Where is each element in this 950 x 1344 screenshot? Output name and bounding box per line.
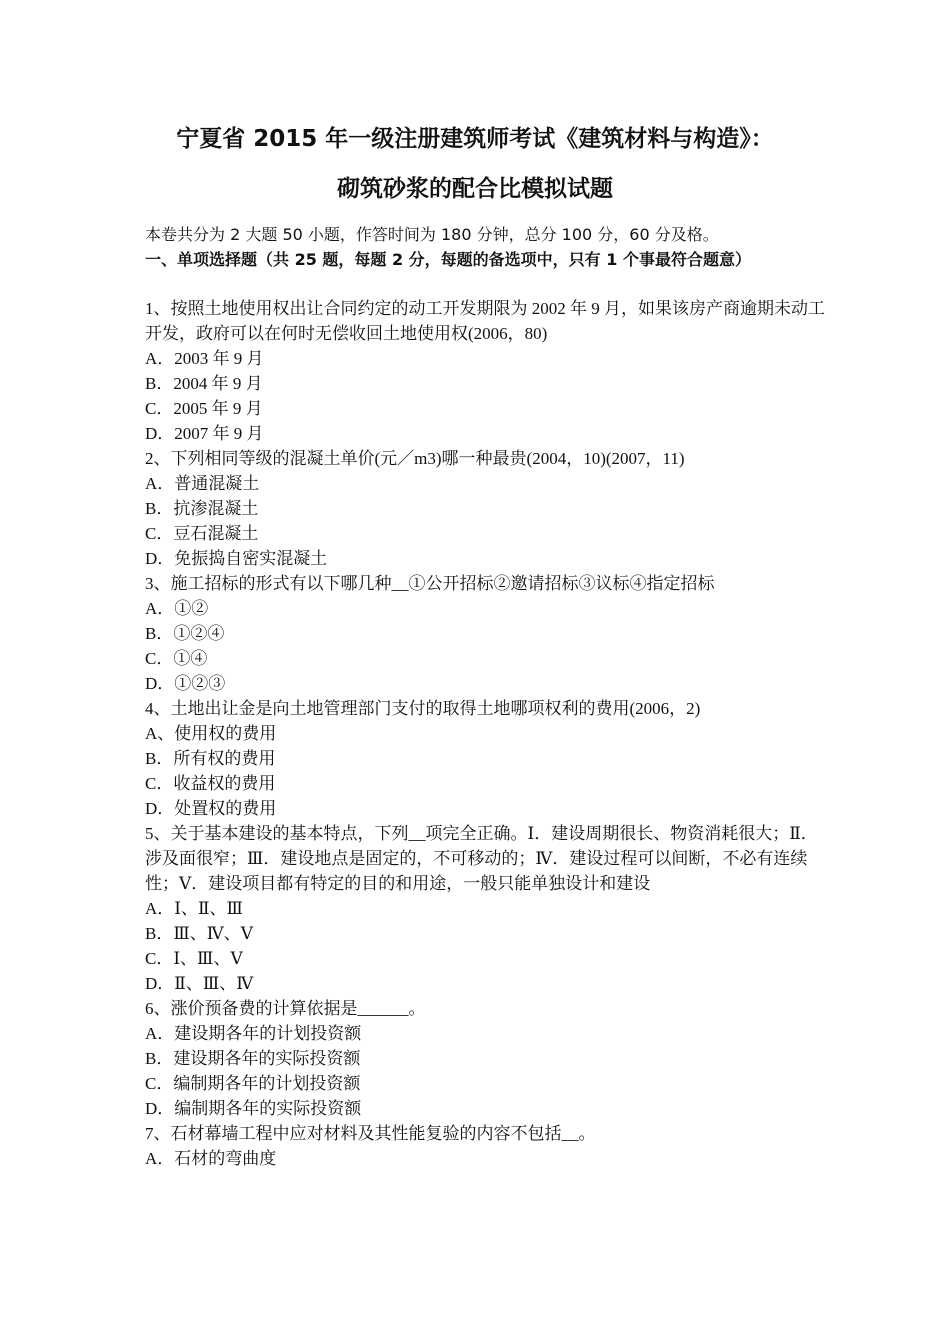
question-list xyxy=(145,296,825,1171)
question-text: 2、下列相同等级的混凝土单价(元／m3)哪一种最贵(2004，10)(2007，11) xyxy=(145,449,685,468)
option-c: C．豆石混凝土 xyxy=(145,524,259,543)
option-a: A．普通混凝土 xyxy=(145,474,260,493)
option-c: C．编制期各年的计划投资额 xyxy=(145,1074,361,1093)
question-text: 4、土地出让金是向土地管理部门支付的取得土地哪项权利的费用(2006，2) xyxy=(145,699,701,718)
exam-info: 本卷共分为 2 大题 50 小题，作答时间为 180 分钟，总分 100 分，60 分及格。 xyxy=(145,225,719,244)
option-c: C．Ⅰ、Ⅲ、Ⅴ xyxy=(145,949,243,968)
option-a: A．建设期各年的计划投资额 xyxy=(145,1024,362,1043)
option-b: B．所有权的费用 xyxy=(145,749,276,768)
question-text: 1、按照土地使用权出让合同约定的动工开发期限为 2002 年 9 月，如果该房产商逾期未动工开发，政府可以在何时无偿收回土地使用权(2006，80) xyxy=(145,299,825,343)
question-4 xyxy=(145,696,825,821)
option-c: C．2005 年 9 月 xyxy=(145,399,263,418)
option-a: A．石材的弯曲度 xyxy=(145,1149,277,1168)
question-7 xyxy=(145,1121,825,1171)
question-6 xyxy=(145,996,825,1121)
option-b: B．建设期各年的实际投资额 xyxy=(145,1049,361,1068)
question-3 xyxy=(145,571,825,696)
option-d: D．2007 年 9 月 xyxy=(145,424,264,443)
option-a: A．2003 年 9 月 xyxy=(145,349,264,368)
option-a: A、使用权的费用 xyxy=(145,724,277,743)
section-heading: 一、单项选择题（共 25 题，每题 2 分，每题的备选项中，只有 1 个事最符合题意） xyxy=(145,250,751,269)
question-text: 5、关于基本建设的基本特点，下列__项完全正确。Ⅰ．建设周期很长、物资消耗很大；Ⅱ．涉及面很窄；Ⅲ．建设地点是固定的，不可移动的；Ⅳ．建设过程可以间断，不必有连续性；Ⅴ．建设项目都有特定的目的和用途，一般只能单独设计和建设 xyxy=(145,824,818,893)
option-d: D．Ⅱ、Ⅲ、Ⅳ xyxy=(145,974,254,993)
option-d: D．处置权的费用 xyxy=(145,799,277,818)
option-d: D．免振捣自密实混凝土 xyxy=(145,549,328,568)
option-b: B．抗渗混凝土 xyxy=(145,499,259,518)
question-text: 6、涨价预备费的计算依据是______。 xyxy=(145,999,426,1018)
option-a: A．①② xyxy=(145,599,209,618)
option-b: B．2004 年 9 月 xyxy=(145,374,263,393)
option-d: D．①②③ xyxy=(145,674,226,693)
question-text: 3、施工招标的形式有以下哪几种__①公开招标②邀请招标③议标④指定招标 xyxy=(145,574,715,593)
option-d: D．编制期各年的实际投资额 xyxy=(145,1099,362,1118)
option-b: B．Ⅲ、Ⅳ、Ⅴ xyxy=(145,924,253,943)
document-title-line-2: 砌筑砂浆的配合比模拟试题 xyxy=(337,176,613,202)
document-title-line-1: 宁夏省 2015 年一级注册建筑师考试《建筑材料与构造》： xyxy=(176,126,774,152)
option-b: B．①②④ xyxy=(145,624,225,643)
question-1 xyxy=(145,296,825,446)
option-a: A．Ⅰ、Ⅱ、Ⅲ xyxy=(145,899,243,918)
question-2 xyxy=(145,446,825,571)
option-c: C．收益权的费用 xyxy=(145,774,276,793)
question-5 xyxy=(145,821,825,996)
question-text: 7、石材幕墙工程中应对材料及其性能复验的内容不包括__。 xyxy=(145,1124,596,1143)
option-c: C．①④ xyxy=(145,649,208,668)
